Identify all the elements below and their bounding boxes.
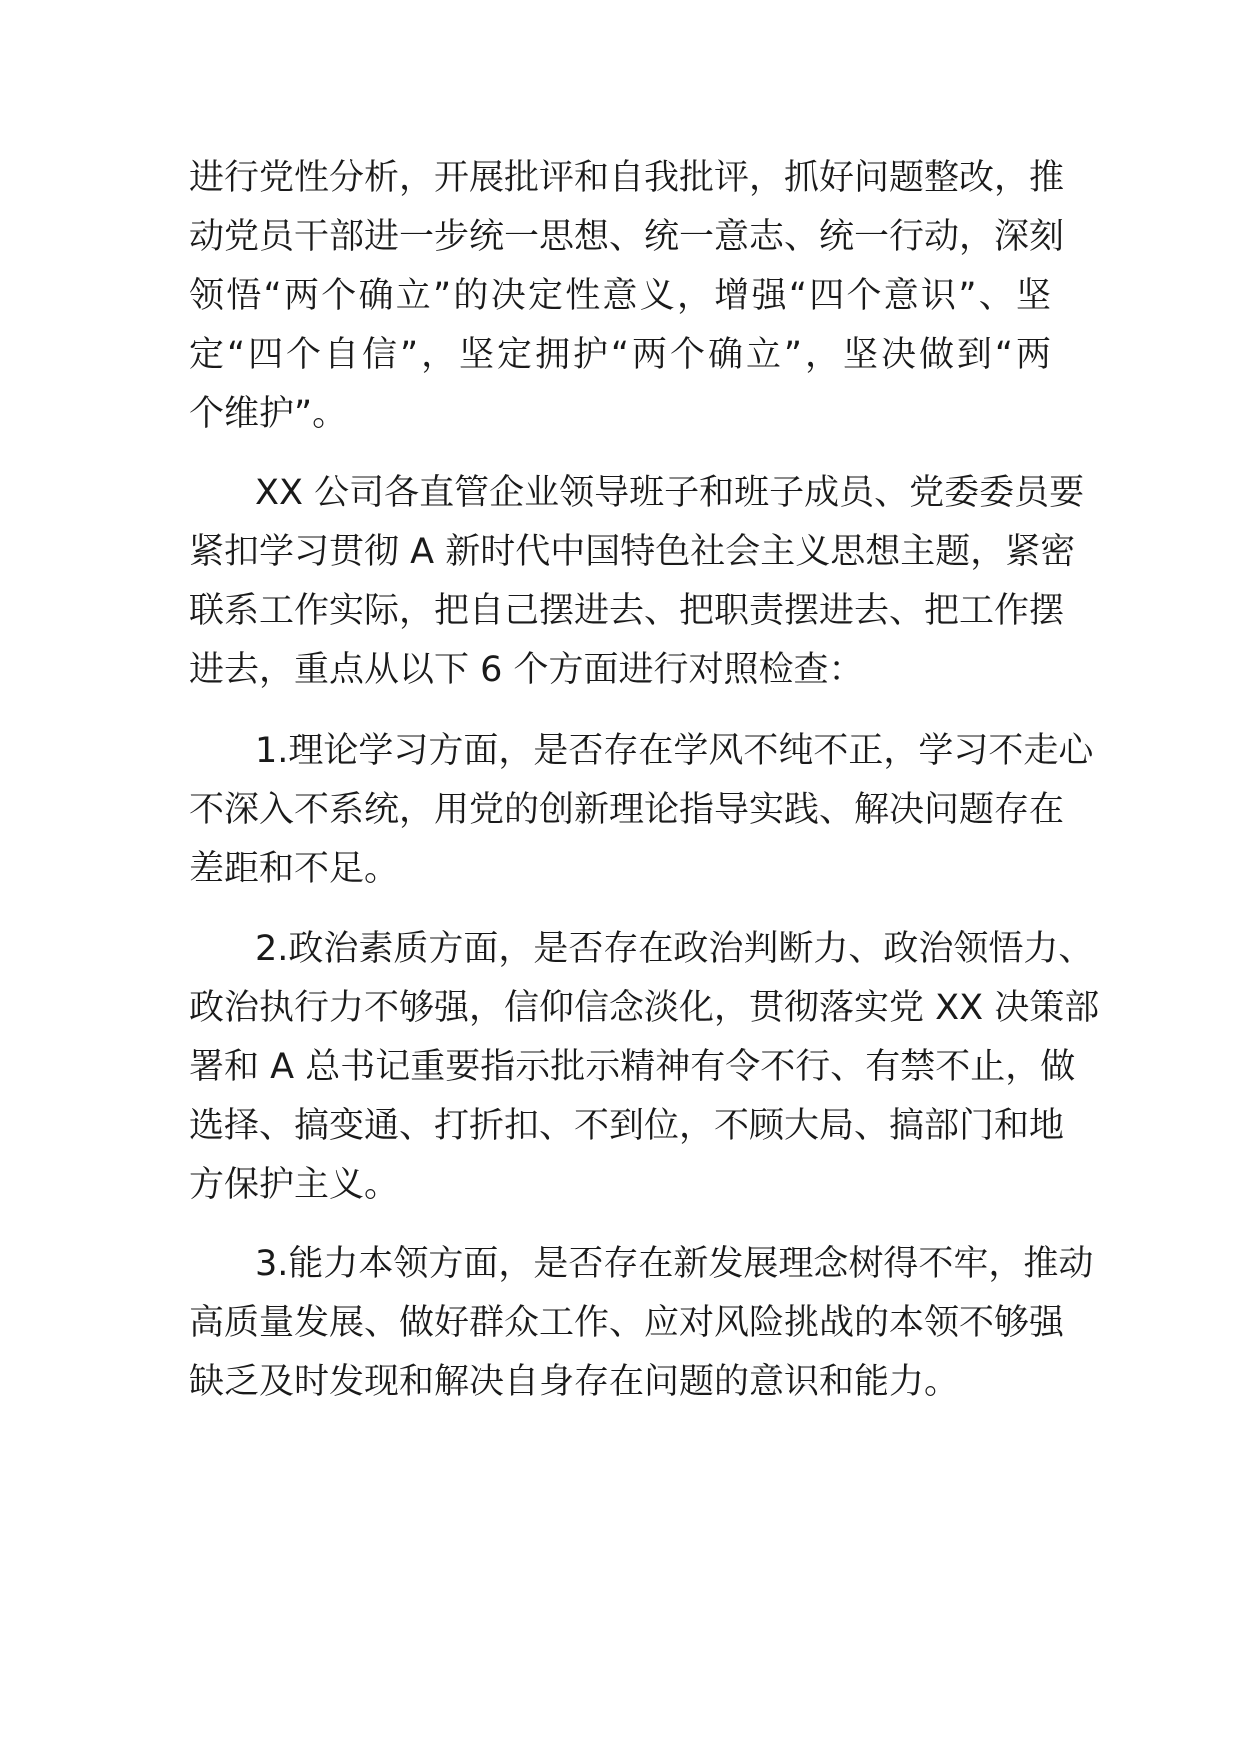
text-line: 2.政治素质方面，是否存在政治判断力、政治领悟力、 [255,929,1094,969]
text-line: 进行党性分析，开展批评和自我批评，抓好问题整改，推 [189,158,1065,198]
text-line: 进去，重点从以下 6 个方面进行对照检查： [189,650,864,690]
text-line: 3.能力本领方面，是否存在新发展理念树得不牢，推动 [255,1244,1094,1284]
text-line: 方保护主义。 [189,1165,400,1205]
text-line: 高质量发展、做好群众工作、应对风险挑战的本领不够强 [189,1303,1065,1343]
text-line: 定“四个自信”，坚定拥护“两个确立”，坚决做到“两 [189,335,1051,375]
text-line: 差距和不足。 [189,849,400,889]
text-line: 领悟“两个确立”的决定性意义，增强“四个意识”、坚 [189,276,1051,316]
text-line: 1.理论学习方面，是否存在学风不纯不正，学习不走心 [255,731,1094,771]
text-line: 署和 A 总书记重要指示批示精神有令不行、有禁不止，做 [189,1047,1076,1087]
text-line: 选择、搞变通、打折扣、不到位，不顾大局、搞部门和地 [189,1106,1065,1146]
text-line: 政治执行力不够强，信仰信念淡化，贯彻落实党 XX 决策部 [189,988,1100,1028]
text-line: 联系工作实际，把自己摆进去、把职责摆进去、把工作摆 [189,591,1065,631]
text-line: 动党员干部进一步统一思想、统一意志、统一行动，深刻 [189,217,1065,257]
text-line: 缺乏及时发现和解决自身存在问题的意识和能力。 [189,1362,960,1402]
text-line: 紧扣学习贯彻 A 新时代中国特色社会主义思想主题，紧密 [189,532,1076,572]
text-line: XX 公司各直管企业领导班子和班子成员、党委委员要 [255,473,1085,513]
text-line: 个维护”。 [189,394,348,434]
text-line: 不深入不系统，用党的创新理论指导实践、解决问题存在 [189,790,1065,830]
